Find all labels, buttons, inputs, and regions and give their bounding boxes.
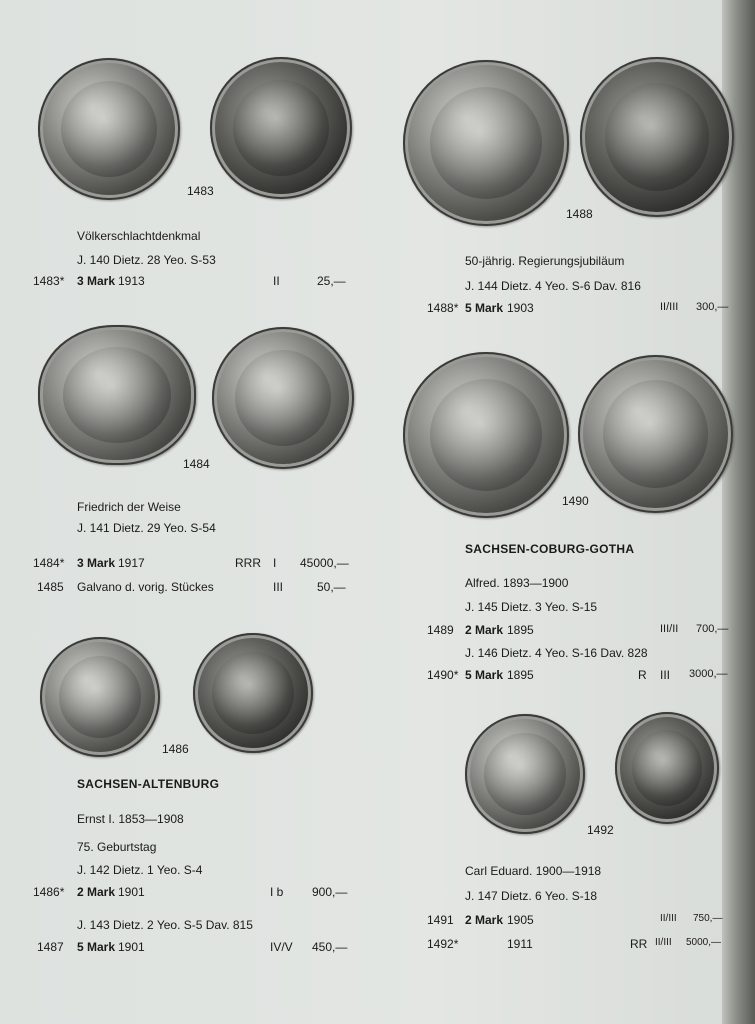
entry-description: Galvano d. vorig. Stückes: [77, 580, 214, 594]
year: 1895: [507, 668, 534, 682]
rarity: RRR: [235, 556, 261, 570]
ruler-line: Alfred. 1893—1900: [465, 576, 569, 590]
price: 300,—: [696, 301, 729, 313]
coin-1490-reverse: [578, 355, 733, 513]
grade: III/II: [660, 623, 679, 635]
lot-number: 1485: [37, 580, 64, 594]
year: 1895: [507, 623, 534, 637]
section-heading: SACHSEN-COBURG-GOTHA: [465, 542, 635, 556]
photo-number-1488: 1488: [566, 207, 593, 221]
grade: II/III: [655, 937, 672, 948]
price: 5000,—: [686, 937, 722, 948]
entry-reference: J. 144 Dietz. 4 Yeo. S-6 Dav. 816: [465, 279, 641, 293]
price: 50,—: [317, 580, 346, 594]
entry-title: 50-jährig. Regierungsjubiläum: [465, 254, 625, 268]
denomination: 5 Mark: [465, 668, 504, 682]
section-heading: SACHSEN-ALTENBURG: [77, 777, 220, 791]
lot-number: 1484*: [33, 556, 65, 570]
entry-reference: J. 142 Dietz. 1 Yeo. S-4: [77, 863, 203, 877]
entry-title: Völkerschlachtdenkmal: [77, 229, 201, 243]
entry-reference: J. 146 Dietz. 4 Yeo. S-16 Dav. 828: [465, 646, 648, 660]
lot-number: 1491: [427, 913, 454, 927]
year: 1901: [118, 940, 145, 954]
lot-number: 1486*: [33, 885, 65, 899]
lot-number: 1483*: [33, 274, 65, 288]
entry-reference: J. 143 Dietz. 2 Yeo. S-5 Dav. 815: [77, 918, 253, 932]
price: 450,—: [312, 940, 348, 954]
grade: IV/V: [270, 940, 293, 954]
year: 1911: [507, 937, 533, 951]
ruler-line: Carl Eduard. 1900—1918: [465, 864, 602, 878]
entry-reference: J. 140 Dietz. 28 Yeo. S-53: [77, 253, 216, 267]
photo-number-1486: 1486: [162, 742, 189, 756]
denomination: 2 Mark: [77, 885, 116, 899]
coin-1488-reverse: [580, 57, 734, 217]
year: 1905: [507, 913, 534, 927]
denomination: 2 Mark: [465, 623, 504, 637]
photo-number-1490: 1490: [562, 494, 589, 508]
price: 3000,—: [689, 668, 728, 680]
rarity: RR: [630, 937, 648, 951]
entry-reference: J. 141 Dietz. 29 Yeo. S-54: [77, 521, 216, 535]
coin-1490-obverse: [403, 352, 569, 518]
price: 900,—: [312, 885, 348, 899]
coin-1483-obverse: [38, 58, 180, 200]
coin-1492-reverse: [615, 712, 719, 824]
occasion-line: 75. Geburtstag: [77, 840, 157, 854]
lot-number: 1487: [37, 940, 64, 954]
photo-number-1483: 1483: [187, 184, 214, 198]
rarity: R: [638, 668, 647, 682]
coin-1484-obverse: [38, 325, 196, 465]
coin-1483-reverse: [210, 57, 352, 199]
photo-number-1492: 1492: [587, 823, 614, 837]
grade: I: [273, 556, 277, 570]
coin-1488-obverse: [403, 60, 569, 226]
ruler-line: Ernst I. 1853—1908: [77, 812, 184, 826]
year: 1917: [118, 556, 145, 570]
entry-reference: J. 147 Dietz. 6 Yeo. S-18: [465, 889, 598, 903]
year: 1901: [118, 885, 145, 899]
lot-number: 1490*: [427, 668, 459, 682]
grade: II/III: [660, 301, 679, 313]
grade: I b: [270, 885, 284, 899]
entry-reference: J. 145 Dietz. 3 Yeo. S-15: [465, 600, 598, 614]
denomination: 3 Mark: [77, 556, 116, 570]
grade: III: [660, 668, 671, 682]
coin-1484-reverse: [212, 327, 354, 469]
denomination: 5 Mark: [77, 940, 116, 954]
denomination: 3 Mark: [77, 274, 116, 288]
photo-number-1484: 1484: [183, 457, 210, 471]
lot-number: 1489: [427, 623, 454, 637]
denomination: 2 Mark: [465, 913, 504, 927]
price: 25,—: [317, 274, 346, 288]
year: 1913: [118, 274, 145, 288]
lot-number: 1488*: [427, 301, 459, 315]
lot-number: 1492*: [427, 937, 459, 951]
coin-1486-reverse: [193, 633, 313, 753]
grade: II/III: [660, 913, 677, 924]
price: 45000,—: [300, 556, 349, 570]
coin-1486-obverse: [40, 637, 160, 757]
year: 1903: [507, 301, 534, 315]
entry-title: Friedrich der Weise: [77, 500, 181, 514]
price: 750,—: [693, 913, 723, 924]
coin-1492-obverse: [465, 714, 585, 834]
price: 700,—: [696, 623, 729, 635]
grade: III: [273, 580, 284, 594]
grade: II: [273, 274, 280, 288]
denomination: 5 Mark: [465, 301, 504, 315]
